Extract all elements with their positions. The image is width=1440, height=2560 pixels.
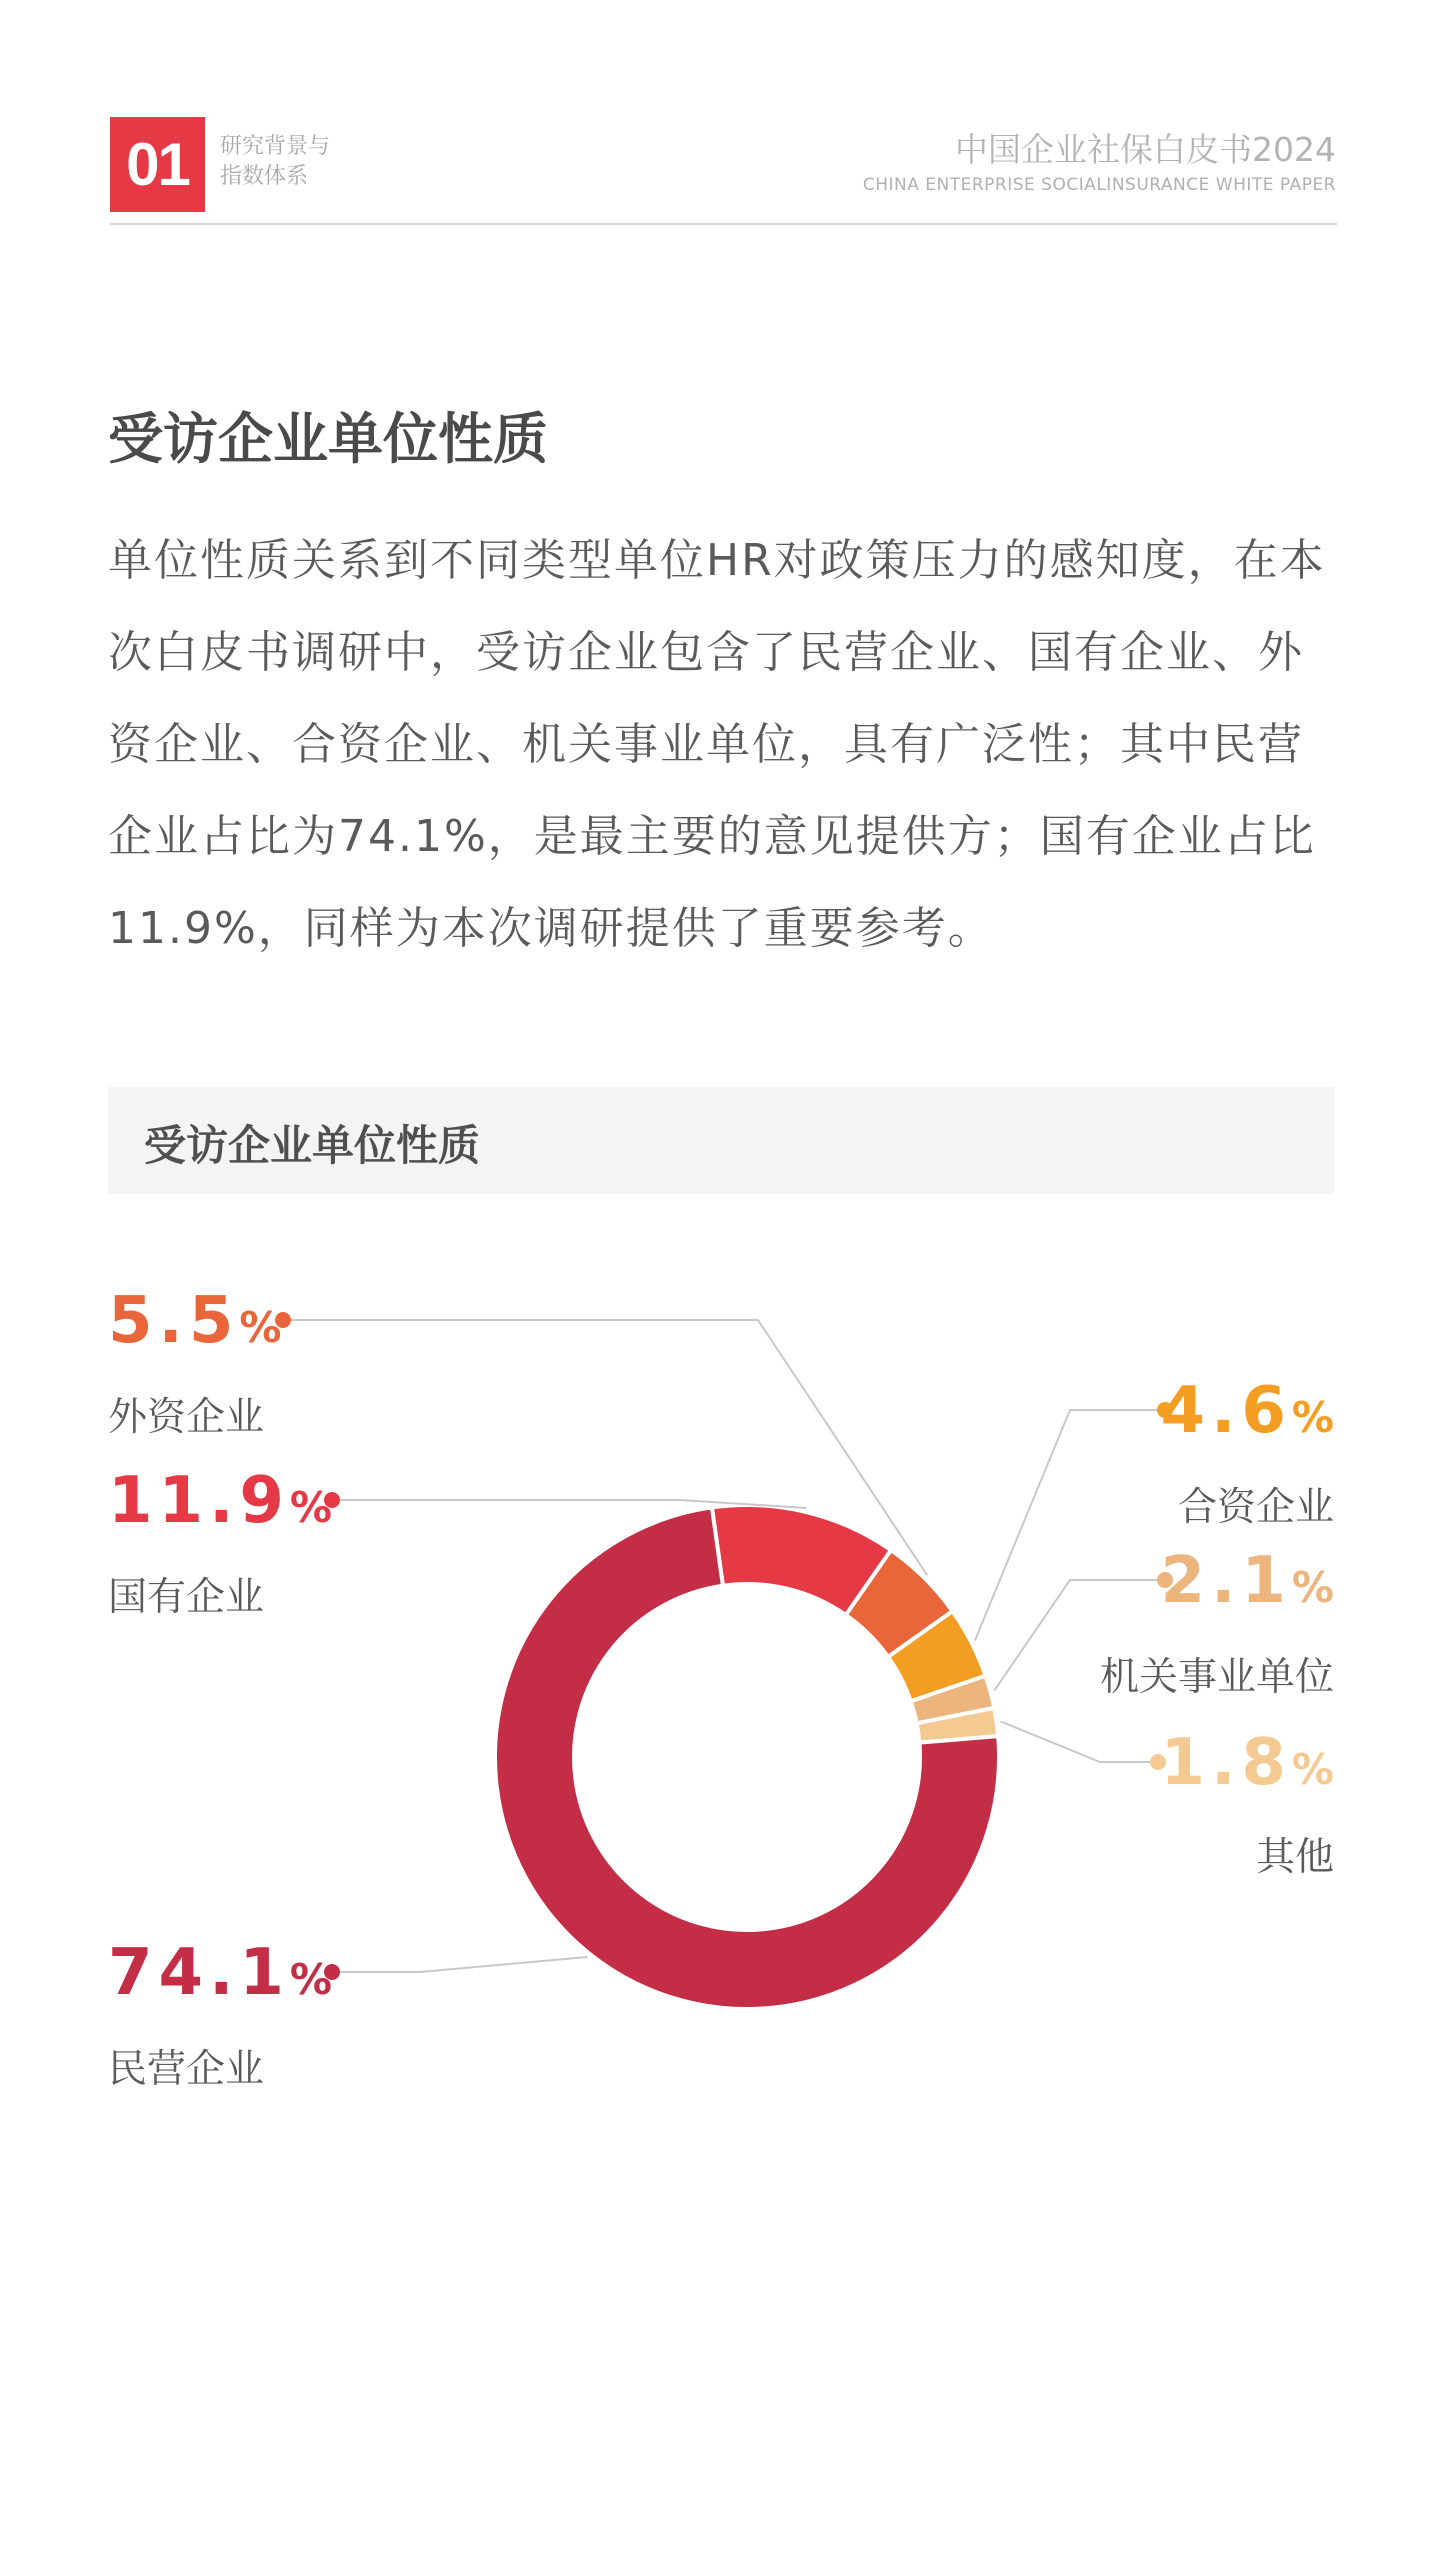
- document-subtitle: CHINA ENTERPRISE SOCIALINSURANCE WHITE PAPER: [862, 175, 1336, 195]
- leader-line-5: [332, 1957, 587, 1972]
- slice-label-4: 其他: [1255, 1835, 1334, 1880]
- section-number-badge: 01: [110, 117, 205, 212]
- slice-value-unit-5: %: [289, 1955, 332, 2004]
- slice-value-4: [1161, 1726, 1334, 1800]
- slice-value-number-5: 74.1: [108, 1936, 290, 2010]
- slice-value-number-1: 5.5: [108, 1284, 240, 1358]
- slice-value-unit-3: %: [1291, 1563, 1334, 1612]
- body-paragraph: 单位性质关系到不同类型单位HR对政策压力的感知度，在本次白皮书调研中，受访企业包含了民营企业、国有企业、外资企业、合资企业、机关事业单位，具有广泛性；其中民营企业占比为74.1%，是最主要的意见提供方；国有企业占比11.9%，同样为本次调研提供了重要参考。: [108, 535, 1326, 954]
- leader-line-4: [1001, 1721, 1158, 1762]
- slice-value-number-3: 2.1: [1160, 1544, 1292, 1618]
- slice-label-3: 机关事业单位: [1099, 1655, 1334, 1700]
- slice-value-0: [108, 1464, 332, 1538]
- page-heading: 受访企业单位性质: [108, 407, 549, 471]
- slice-value-unit-4: %: [1291, 1745, 1334, 1794]
- slice-value-number-2: 4.6: [1160, 1374, 1292, 1448]
- slice-value-unit-1: %: [239, 1303, 282, 1352]
- document-title: 中国企业社保白皮书2024: [955, 130, 1336, 169]
- slice-label-2: 合资企业: [1177, 1485, 1334, 1530]
- section-name-line2: 指数体系: [220, 164, 309, 189]
- slice-value-2: [1161, 1374, 1334, 1448]
- slice-value-3: [1161, 1544, 1334, 1618]
- slice-label-5: 民营企业: [108, 2047, 265, 2092]
- slice-value-number-0: 11.9: [108, 1464, 290, 1538]
- slice-value-1: [108, 1284, 281, 1358]
- slice-value-unit-2: %: [1291, 1393, 1334, 1442]
- slice-value-5: [108, 1936, 332, 2010]
- slice-value-unit-0: %: [289, 1483, 332, 1532]
- section-name-line1: 研究背景与: [220, 134, 331, 159]
- chart-title: 受访企业单位性质: [144, 1121, 481, 1170]
- slice-value-number-4: 1.8: [1160, 1726, 1292, 1800]
- leader-line-2: [975, 1410, 1165, 1640]
- slice-label-1: 外资企业: [108, 1395, 265, 1440]
- slice-label-0: 国有企业: [108, 1575, 265, 1620]
